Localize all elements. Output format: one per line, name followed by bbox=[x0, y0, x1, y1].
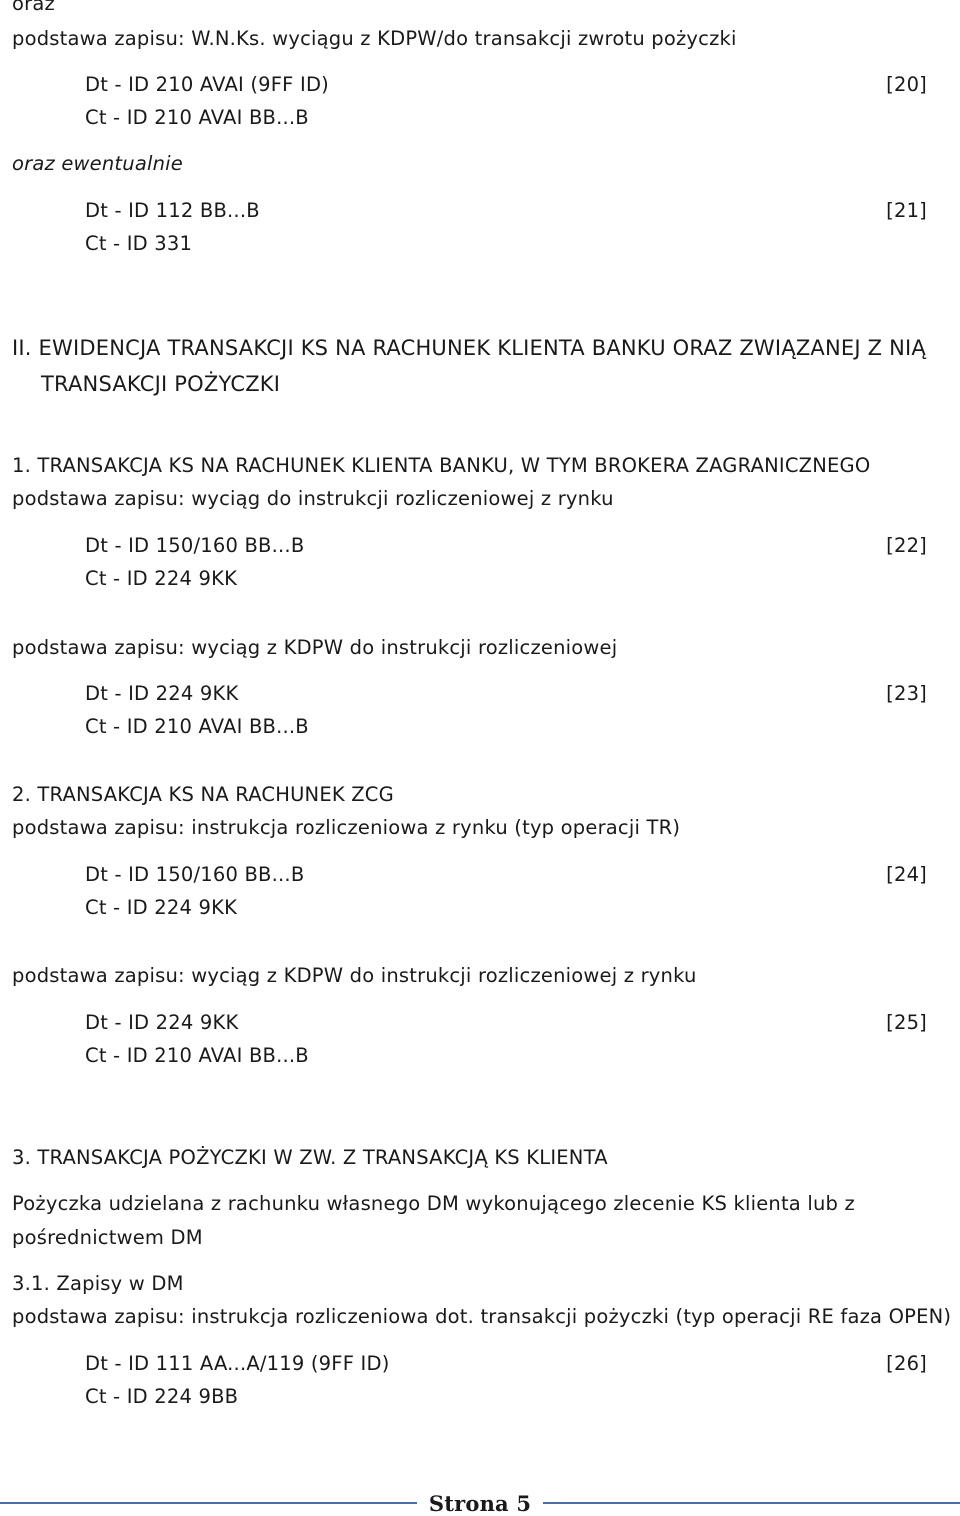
entry-credit: Ct - ID 331 bbox=[85, 232, 193, 255]
equation-number: [20] bbox=[886, 73, 927, 96]
entry-credit: Ct - ID 210 AVAI BB...B bbox=[85, 715, 309, 738]
text-line: pośrednictwem DM bbox=[12, 1226, 203, 1249]
equation-number: [24] bbox=[886, 863, 927, 886]
subsection-heading: 3.1. Zapisy w DM bbox=[12, 1272, 184, 1295]
page-number: Strona 5 bbox=[417, 1491, 543, 1516]
entry-debit: Dt - ID 150/160 BB...B bbox=[85, 534, 305, 557]
text-line: podstawa zapisu: wyciąg do instrukcji rozliczeniowej z rynku bbox=[12, 487, 614, 510]
entry-credit: Ct - ID 210 AVAI BB...B bbox=[85, 1044, 309, 1067]
text-line: podstawa zapisu: instrukcja rozliczeniowa z rynku (typ operacji TR) bbox=[12, 816, 681, 839]
section-heading: II. EWIDENCJA TRANSAKCJI KS NA RACHUNEK KLIENTA BANKU ORAZ ZWIĄZANEJ Z NIĄ bbox=[12, 336, 926, 360]
entry-credit: Ct - ID 224 9KK bbox=[85, 567, 238, 590]
text-line: oraz bbox=[12, 0, 55, 15]
entry-debit: Dt - ID 224 9KK bbox=[85, 682, 239, 705]
entry-debit: Dt - ID 111 AA...A/119 (9FF ID) bbox=[85, 1352, 390, 1375]
equation-number: [25] bbox=[886, 1011, 927, 1034]
section-heading-continued: TRANSAKCJI POŻYCZKI bbox=[41, 372, 281, 396]
entry-credit: Ct - ID 224 9KK bbox=[85, 896, 238, 919]
text-line: podstawa zapisu: wyciąg z KDPW do instrukcji rozliczeniowej z rynku bbox=[12, 964, 697, 987]
equation-number: [26] bbox=[886, 1352, 927, 1375]
entry-credit: Ct - ID 210 AVAI BB...B bbox=[85, 106, 309, 129]
text-line: podstawa zapisu: instrukcja rozliczeniowa dot. transakcji pożyczki (typ operacji RE faza OPEN) bbox=[12, 1305, 952, 1328]
text-line: podstawa zapisu: wyciąg z KDPW do instrukcji rozliczeniowej bbox=[12, 636, 618, 659]
text-line: Pożyczka udzielana z rachunku własnego DM wykonującego zlecenie KS klienta lub z bbox=[12, 1192, 855, 1215]
equation-number: [21] bbox=[886, 199, 927, 222]
subsection-heading: 3. TRANSAKCJA POŻYCZKI W ZW. Z TRANSAKCJĄ KS KLIENTA bbox=[12, 1146, 608, 1169]
entry-credit: Ct - ID 224 9BB bbox=[85, 1385, 239, 1408]
entry-debit: Dt - ID 112 BB...B bbox=[85, 199, 260, 222]
text-line: oraz ewentualnie bbox=[12, 152, 183, 175]
entry-debit: Dt - ID 224 9KK bbox=[85, 1011, 239, 1034]
equation-number: [23] bbox=[886, 682, 927, 705]
subsection-heading: 1. TRANSAKCJA KS NA RACHUNEK KLIENTA BANKU, W TYM BROKERA ZAGRANICZNEGO bbox=[12, 454, 871, 477]
entry-debit: Dt - ID 150/160 BB...B bbox=[85, 863, 305, 886]
equation-number: [22] bbox=[886, 534, 927, 557]
subsection-heading: 2. TRANSAKCJA KS NA RACHUNEK ZCG bbox=[12, 783, 394, 806]
text-line: podstawa zapisu: W.N.Ks. wyciągu z KDPW/do transakcji zwrotu pożyczki bbox=[12, 27, 737, 50]
page-footer bbox=[0, 1491, 960, 1516]
entry-debit: Dt - ID 210 AVAI (9FF ID) bbox=[85, 73, 329, 96]
